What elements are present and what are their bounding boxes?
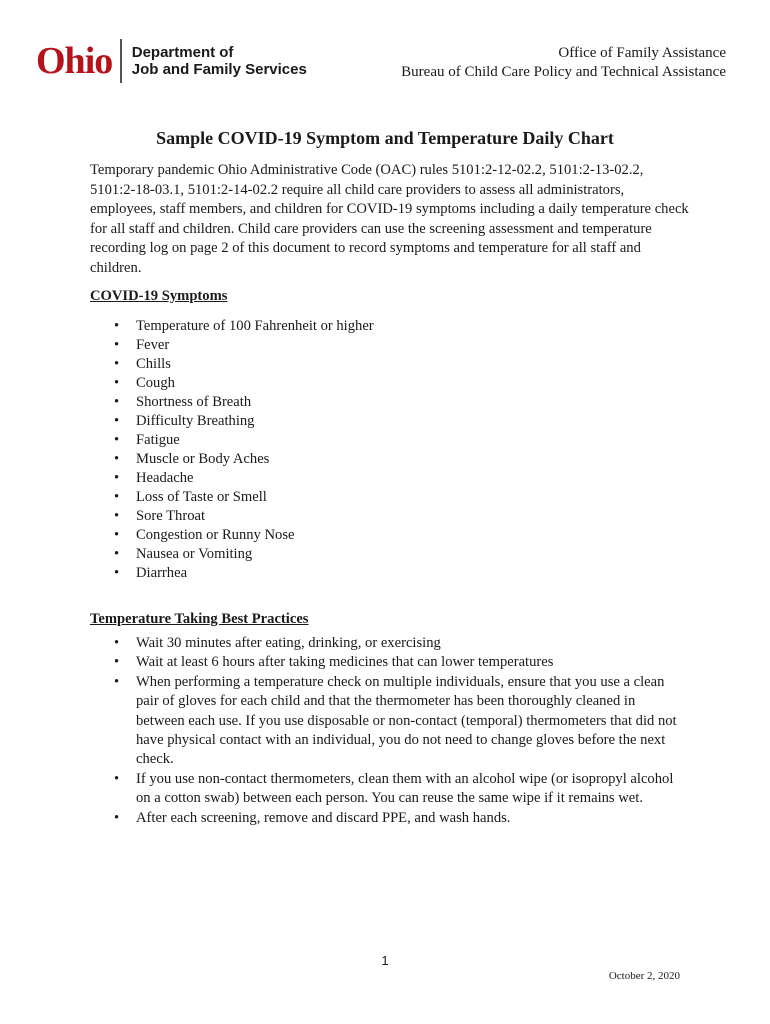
intro-paragraph: Temporary pandemic Ohio Administrative Code (OAC) rules 5101:2-12-02.2, 5101:2-13-02.2, 5101:2-18-03.1, 5101:2-14-02.2 require all child care providers to assess all administrators, employees, staff members, and children for COVID-19 symptoms including a daily temperature check for all staff and children. Child care providers can use the screening assessment and temperature recording log on page 2 of this document to record symptoms and temperature for all staff and children. <box>90 162 689 276</box>
symptoms-heading: COVID-19 Symptoms <box>90 288 228 304</box>
document-title: Sample COVID-19 Symptom and Temperature Daily Chart <box>156 128 614 148</box>
symptom-item: • Temperature of 100 Fahrenheit or higher <box>90 317 690 336</box>
page-number: 1 <box>381 953 389 968</box>
symptom-item: • Fatigue <box>90 431 690 450</box>
office-header <box>401 44 726 82</box>
symptom-item: • Congestion or Runny Nose <box>90 526 690 545</box>
practices-heading: Temperature Taking Best Practices <box>90 611 309 627</box>
practice-item: • After each screening, remove and discard PPE, and wash hands. <box>90 809 680 828</box>
symptom-item: • Nausea or Vomiting <box>90 545 690 564</box>
symptom-item: • Cough <box>90 374 690 393</box>
department-line-2: Job and Family Services <box>131 61 307 78</box>
practice-item: • Wait 30 minutes after eating, drinking, or exercising <box>90 634 680 653</box>
office-line-1: Office of Family Assistance <box>558 45 726 61</box>
logo-divider <box>120 39 122 83</box>
symptom-list <box>90 317 690 583</box>
symptom-item: • Shortness of Breath <box>90 393 690 412</box>
symptom-item: • Sore Throat <box>90 507 690 526</box>
symptom-item: • Difficulty Breathing <box>90 412 690 431</box>
practice-item: • When performing a temperature check on multiple individuals, ensure that you use a clean pair of gloves for each child and that the thermometer has been thoroughly cleaned in between each use. If you use disposable or non-contact (temporal) thermometers that did not have physical contact with an individual, you do not need to change gloves before the next check. <box>90 673 680 770</box>
symptom-item: • Fever <box>90 336 690 355</box>
department-name <box>132 44 307 78</box>
practice-list <box>90 634 680 828</box>
symptom-item: • Loss of Taste or Smell <box>90 488 690 507</box>
symptom-item: • Headache <box>90 469 690 488</box>
symptom-item: • Diarrhea <box>90 564 690 583</box>
document-date: October 2, 2020 <box>608 970 680 982</box>
practice-item: • Wait at least 6 hours after taking medicines that can lower temperatures <box>90 653 680 672</box>
symptom-item: • Chills <box>90 355 690 374</box>
ohio-jfs-logo <box>36 36 307 86</box>
ohio-logo-word: Ohio <box>36 40 113 82</box>
symptom-item: • Muscle or Body Aches <box>90 450 690 469</box>
office-line-2: Bureau of Child Care Policy and Technical Assistance <box>401 64 726 80</box>
department-line-1: Department of <box>131 44 234 61</box>
practice-item: • If you use non-contact thermometers, clean them with an alcohol wipe (or isopropyl alcohol on a cotton swab) between each person. You can reuse the same wipe if it remains wet. <box>90 770 680 809</box>
